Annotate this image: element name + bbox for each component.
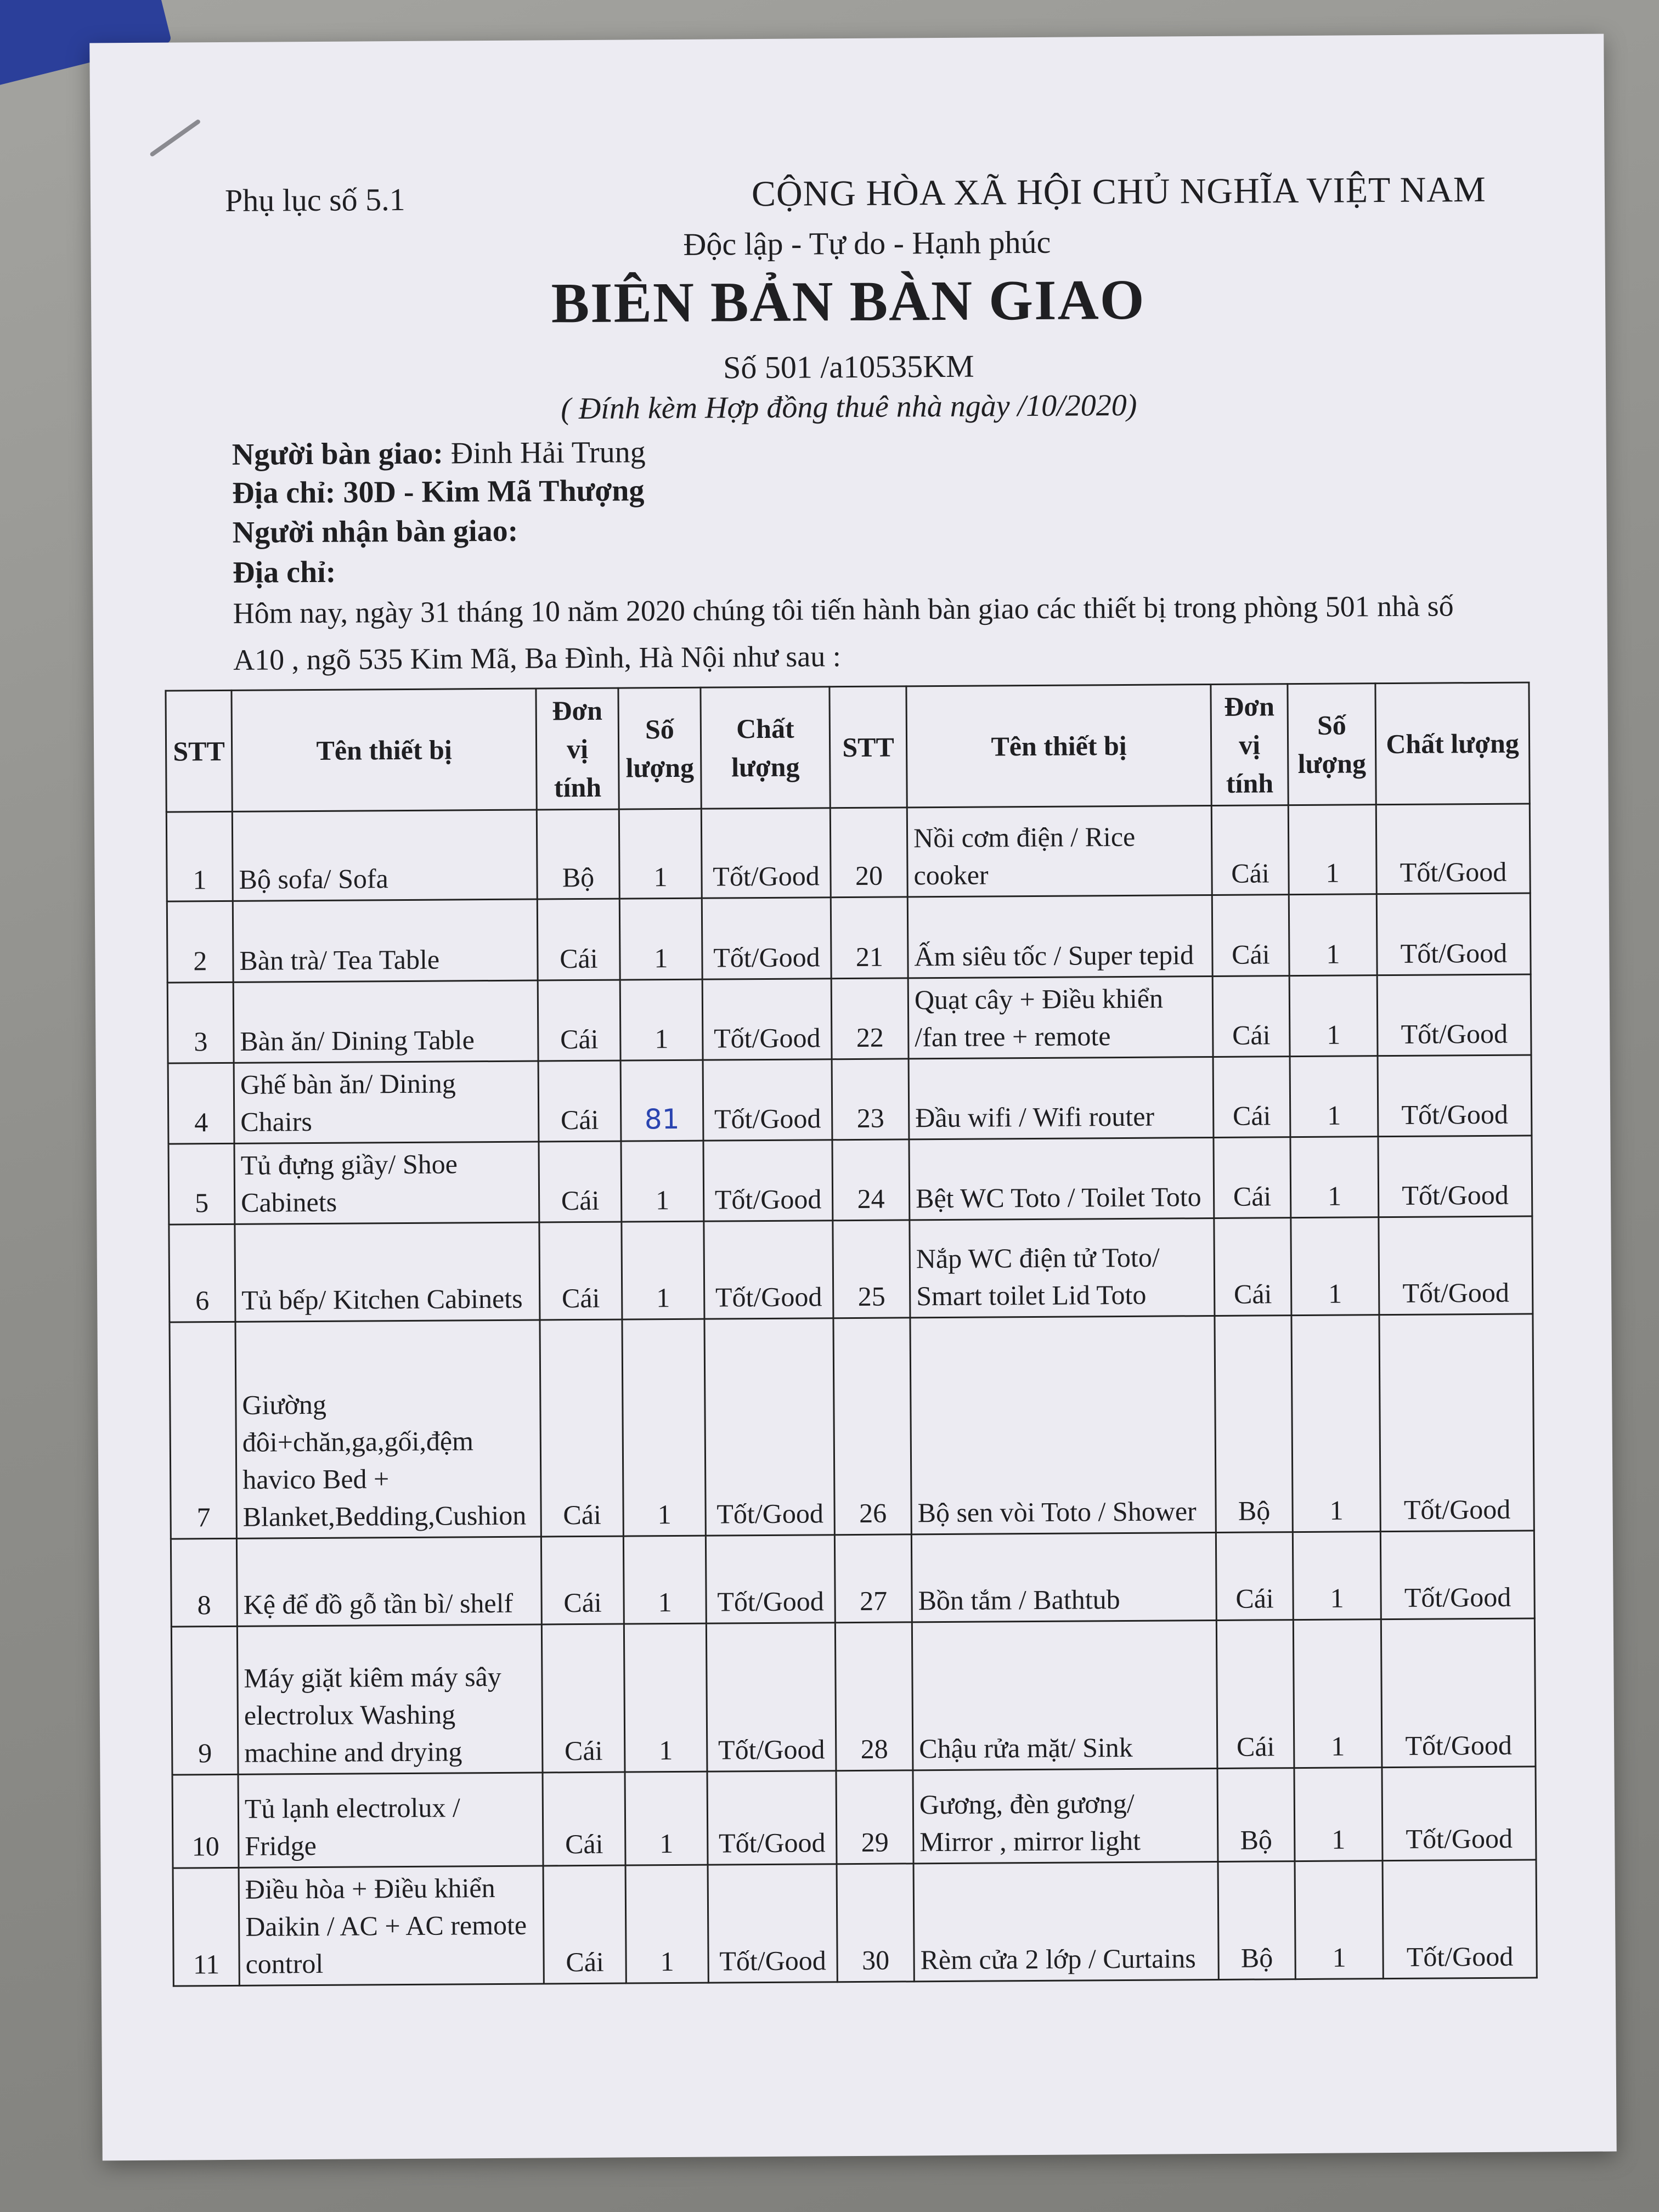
- item-name: Máy giặt kiêm máy sây electrolux Washing machine and drying: [237, 1624, 543, 1774]
- item-unit: Cái: [543, 1865, 626, 1984]
- item-quality: Tốt/Good: [704, 1318, 834, 1536]
- item-name: Tủ bếp/ Kitchen Cabinets: [235, 1222, 540, 1322]
- item-stt: 28: [835, 1622, 913, 1771]
- col-header-qty: Số lượng: [1288, 684, 1376, 805]
- item-quality: Tốt/Good: [703, 1059, 832, 1141]
- national-motto: Độc lập - Tự do - Hạnh phúc: [683, 224, 1051, 262]
- item-name: Bộ sen vòi Toto / Shower: [910, 1316, 1216, 1534]
- item-stt: 25: [833, 1220, 910, 1318]
- item-unit: Cái: [1211, 805, 1289, 895]
- item-stt: 8: [171, 1538, 237, 1627]
- intro-line-2: A10 , ngõ 535 Kim Mã, Ba Đình, Hà Nội như sau :: [233, 640, 841, 676]
- item-quality: Tốt/Good: [707, 1771, 837, 1865]
- item-qty: 1: [1293, 1532, 1381, 1620]
- item-name: Bàn trà/ Tea Table: [233, 899, 538, 982]
- handwritten-quantity: 81: [644, 1103, 680, 1136]
- item-qty: 1: [624, 1623, 707, 1772]
- handover-address: Địa chỉ: 30D - Kim Mã Thượng: [232, 473, 645, 510]
- item-qty: 1: [1288, 805, 1376, 895]
- item-stt: 20: [830, 808, 907, 898]
- table-header-row: [166, 682, 1530, 812]
- item-qty: [620, 1060, 703, 1141]
- table-row: [167, 974, 1531, 1063]
- handover-person: [232, 435, 646, 472]
- item-unit: Cái: [541, 1624, 625, 1773]
- item-stt: 9: [171, 1626, 238, 1775]
- item-name: Giường đôi+chăn,ga,gối,đệm havico Bed + Blanket,Bedding,Cushion: [235, 1320, 541, 1538]
- item-stt: 7: [170, 1322, 236, 1539]
- item-quality: Tốt/Good: [706, 1535, 835, 1623]
- item-quality: Tốt/Good: [1382, 1767, 1536, 1861]
- col-header-stt: STT: [166, 690, 232, 812]
- item-qty: 1: [620, 979, 703, 1060]
- item-qty: 1: [625, 1865, 708, 1983]
- item-unit: Cái: [1216, 1620, 1294, 1769]
- table-row: [170, 1314, 1534, 1539]
- equipment-table: [165, 681, 1537, 1987]
- item-quality: Tốt/Good: [702, 898, 831, 979]
- item-stt: 24: [832, 1139, 910, 1221]
- item-quality: Tốt/Good: [706, 1623, 836, 1771]
- item-qty: 1: [1290, 1056, 1378, 1137]
- col-header-qty: Số lượng: [618, 687, 701, 809]
- item-name: Bộ sofa/ Sofa: [232, 810, 537, 901]
- item-stt: 3: [167, 982, 234, 1063]
- item-unit: Cái: [543, 1772, 625, 1866]
- item-quality: Tốt/Good: [704, 1221, 833, 1319]
- item-qty: 1: [1293, 1620, 1382, 1768]
- item-unit: Cái: [1212, 976, 1290, 1057]
- item-qty: 1: [622, 1319, 706, 1536]
- item-quality: Tốt/Good: [703, 1140, 833, 1221]
- item-stt: 30: [837, 1864, 914, 1982]
- col-header-quality: Chất lượng: [1375, 682, 1530, 805]
- item-unit: Cái: [538, 980, 620, 1061]
- item-name: Đầu wifi / Wifi router: [909, 1057, 1214, 1139]
- item-quality: Tốt/Good: [1379, 1216, 1533, 1315]
- item-qty: 1: [1294, 1768, 1383, 1861]
- item-quality: Tốt/Good: [1383, 1860, 1537, 1979]
- item-unit: Cái: [1216, 1532, 1293, 1621]
- item-unit: Cái: [540, 1319, 623, 1537]
- item-unit: Cái: [1212, 895, 1289, 977]
- table-row: [168, 1136, 1532, 1224]
- national-title: CỘNG HÒA XÃ HỘI CHỦ NGHĨA VIỆT NAM: [751, 169, 1486, 215]
- table-row: [169, 1216, 1533, 1322]
- item-stt: 22: [831, 978, 909, 1059]
- item-unit: Bộ: [1215, 1316, 1293, 1533]
- item-quality: Tốt/Good: [701, 808, 831, 898]
- table-row: [167, 893, 1531, 983]
- table-row: [171, 1531, 1534, 1627]
- table-body: [166, 804, 1537, 1986]
- item-quality: Tốt/Good: [702, 979, 832, 1060]
- item-stt: 4: [168, 1063, 234, 1144]
- col-header-quality: Chất lượng: [701, 687, 830, 809]
- item-stt: 27: [834, 1534, 912, 1623]
- item-unit: Bộ: [1218, 1861, 1295, 1980]
- item-qty: 1: [1290, 1137, 1379, 1218]
- item-stt: 21: [831, 897, 908, 979]
- item-quality: Tốt/Good: [1381, 1618, 1536, 1768]
- item-qty: 1: [621, 1141, 704, 1222]
- item-name: Điều hòa + Điều khiển Daikin / AC + AC remote control: [239, 1866, 544, 1985]
- item-qty: 1: [1295, 1861, 1383, 1979]
- item-stt: 5: [168, 1143, 235, 1224]
- item-stt: 11: [173, 1867, 239, 1986]
- item-name: Ghế bàn ăn/ Dining Chairs: [234, 1061, 539, 1143]
- item-quality: Tốt/Good: [1376, 893, 1531, 975]
- item-stt: 26: [833, 1318, 911, 1535]
- item-stt: 23: [832, 1059, 909, 1140]
- item-stt: 29: [836, 1770, 913, 1864]
- item-name: Bồn tắm / Bathtub: [911, 1532, 1216, 1622]
- item-qty: 1: [622, 1221, 704, 1319]
- col-header-unit: Đơn vị tính: [536, 688, 619, 810]
- item-stt: 2: [167, 901, 233, 983]
- appendix-label: Phụ lục số 5.1: [224, 181, 405, 218]
- item-name: Bàn ăn/ Dining Table: [233, 980, 538, 1063]
- item-quality: Tốt/Good: [1378, 1055, 1532, 1137]
- item-stt: 1: [166, 811, 233, 901]
- item-unit: Cái: [1214, 1137, 1291, 1218]
- item-qty: 1: [1289, 975, 1378, 1057]
- staple-mark: [149, 119, 201, 157]
- item-quality: Tốt/Good: [1377, 974, 1531, 1056]
- table-row: [168, 1055, 1532, 1144]
- item-stt: 6: [169, 1224, 235, 1322]
- item-unit: Cái: [1214, 1218, 1291, 1316]
- document-number: Số 501 /a10535KM: [723, 348, 974, 386]
- item-unit: Cái: [541, 1536, 624, 1624]
- item-name: Nồi cơm điện / Rice cooker: [907, 805, 1212, 896]
- item-unit: Cái: [538, 1060, 621, 1142]
- item-name: Bệt WC Toto / Toilet Toto: [909, 1137, 1214, 1220]
- item-qty: 1: [1291, 1217, 1379, 1316]
- receiver-address-label: Địa chỉ:: [232, 555, 336, 590]
- document-title: BIÊN BẢN BÀN GIAO: [551, 268, 1146, 335]
- item-qty: 1: [619, 809, 702, 899]
- item-name: Tủ lạnh electrolux / Fridge: [238, 1773, 543, 1867]
- item-unit: Bộ: [537, 809, 619, 899]
- item-quality: Tốt/Good: [1376, 804, 1530, 894]
- item-qty: 1: [1289, 894, 1377, 976]
- item-unit: Cái: [539, 1141, 622, 1222]
- item-quality: Tốt/Good: [708, 1864, 837, 1983]
- item-qty: 1: [625, 1771, 708, 1865]
- table-row: [172, 1767, 1536, 1868]
- document-page: [89, 34, 1617, 2161]
- item-qty: 1: [1291, 1315, 1380, 1532]
- item-stt: 10: [172, 1774, 239, 1868]
- item-unit: Cái: [1213, 1057, 1290, 1138]
- item-unit: Bộ: [1217, 1768, 1295, 1862]
- attachment-note: ( Đính kèm Hợp đồng thuê nhà ngày /10/2020): [561, 388, 1137, 426]
- table-row: [173, 1860, 1537, 1986]
- item-qty: 1: [623, 1536, 706, 1624]
- intro-line-1: Hôm nay, ngày 31 tháng 10 năm 2020 chúng tôi tiến hành bàn giao các thiết bị trong phòng 501 nhà số: [233, 589, 1454, 630]
- item-quality: Tốt/Good: [1380, 1531, 1534, 1620]
- item-name: Gương, đèn gương/ Mirror , mirror light: [913, 1768, 1218, 1863]
- item-unit: Cái: [537, 899, 620, 980]
- item-name: Rèm cửa 2 lớp / Curtains: [913, 1861, 1218, 1981]
- col-header-stt: STT: [830, 686, 907, 808]
- table-row: [171, 1618, 1536, 1775]
- item-name: Kệ để đồ gỗ tần bì/ shelf: [236, 1537, 541, 1626]
- item-quality: Tốt/Good: [1378, 1136, 1532, 1217]
- receiver-label: Người nhận bàn giao:: [232, 514, 518, 550]
- table-row: [166, 804, 1530, 901]
- item-qty: 1: [619, 898, 702, 980]
- col-header-unit: Đơn vị tính: [1211, 684, 1288, 806]
- item-name: Ấm siêu tốc / Super tepid: [907, 895, 1212, 978]
- item-name: Chậu rửa mặt/ Sink: [912, 1620, 1217, 1770]
- item-unit: Cái: [539, 1222, 622, 1320]
- item-name: Tủ đựng giầy/ Shoe Cabinets: [234, 1142, 539, 1224]
- item-name: Quạt cây + Điều khiển /fan tree + remote: [908, 976, 1213, 1058]
- col-header-name: Tên thiết bị: [232, 689, 537, 811]
- handover-value: Đinh Hải Trung: [443, 435, 646, 471]
- col-header-name: Tên thiết bị: [906, 685, 1211, 808]
- handover-label: Người bàn giao:: [232, 436, 444, 472]
- item-quality: Tốt/Good: [1379, 1314, 1534, 1532]
- item-name: Nắp WC điện tử Toto/ Smart toilet Lid Toto: [910, 1218, 1215, 1317]
